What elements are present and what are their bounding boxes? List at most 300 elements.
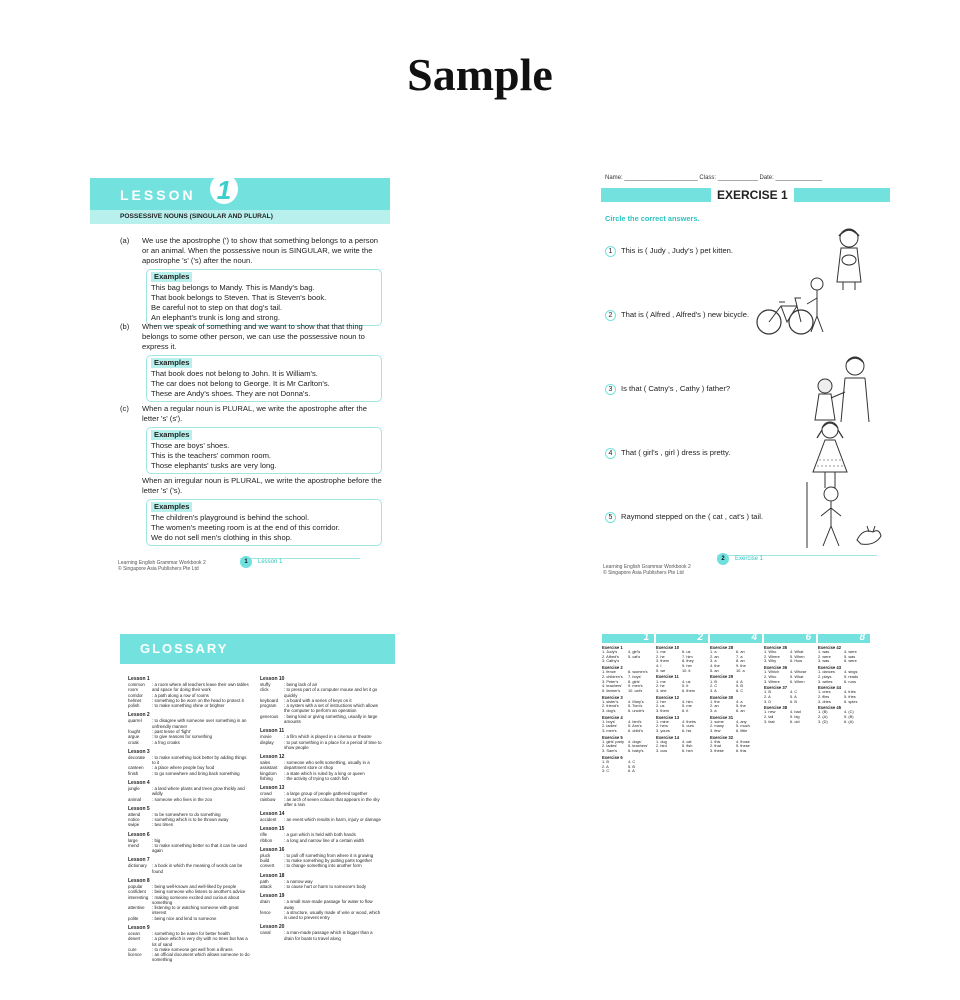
answer: 5. Ann's <box>628 723 642 729</box>
glossary-definition: : a gun which is held with both hands <box>284 832 356 838</box>
answer: 4. A <box>736 678 743 684</box>
answer: 6. A <box>628 768 635 774</box>
answer-row <box>656 669 708 674</box>
glossary-lesson-heading: Lesson 14 <box>260 811 285 818</box>
exercise-heading: Exercise 6 <box>602 754 623 760</box>
answer: 3. few <box>710 728 721 734</box>
glossary-definition: : to pull off something from where it is growing <box>284 852 374 858</box>
glossary-definition: : a board with a series of keys on it <box>284 697 352 703</box>
exercise-page <box>597 172 892 577</box>
lesson-bar <box>764 634 816 643</box>
answer: 6. C <box>736 687 744 693</box>
glossary-word: click <box>260 687 269 693</box>
section-text: When a regular noun is PLURAL, we write the apostrophe after the letter 's' (s'). <box>142 404 367 424</box>
exercise-heading: Exercise 4 <box>602 714 623 720</box>
examples-box <box>146 499 382 546</box>
answer: 3. dog's <box>602 707 616 713</box>
examples-box <box>146 427 382 474</box>
example-line: This is the teachers' common room. <box>151 451 272 461</box>
glossary-definition: : to change something into another form <box>284 863 362 869</box>
answer: 1. dog <box>656 738 667 744</box>
answer: 3. fast <box>764 718 775 724</box>
answers-column <box>818 632 870 724</box>
glossary-definition: : a place where people buy food <box>152 765 215 771</box>
glossary-definition: : a path along a row of rooms <box>152 692 209 698</box>
lesson-bar <box>710 634 762 643</box>
page-title: Sample <box>407 49 553 100</box>
answer: 2. us <box>656 703 665 709</box>
glossary-entry <box>128 797 250 802</box>
answer: 6. this <box>736 748 747 754</box>
exercise-heading: Exercise 3 <box>602 694 623 700</box>
answer: 5. was <box>844 653 856 659</box>
answer: 7. a <box>736 653 743 659</box>
answer: 1. B <box>710 678 717 684</box>
exercise-heading: Exercise 14 <box>656 734 680 740</box>
question-number: 3 <box>605 384 616 395</box>
glossary-lesson-heading: Lesson 2 <box>128 712 150 719</box>
glossary-definition: : to make someone get well from a illness <box>152 946 233 952</box>
answer: 6. child's <box>628 728 644 734</box>
answer: 4. him <box>682 698 693 704</box>
lesson-subtitle: POSSESSIVE NOUNS (SINGULAR AND PLURAL) <box>90 210 390 224</box>
answer-row <box>818 659 870 664</box>
glossary-definition: : big <box>152 837 161 843</box>
glossary-lesson-heading: Lesson 15 <box>260 826 285 833</box>
glossary-word: mend <box>128 842 139 848</box>
answer: 1. Who <box>764 649 777 655</box>
answer: 6. were <box>844 658 857 664</box>
answer: 3. Sam's <box>602 748 618 754</box>
answer: 2. he <box>656 653 665 659</box>
glossary-lesson-heading: Lesson 9 <box>128 925 150 931</box>
answer <box>628 659 654 664</box>
glossary-lesson-heading: Lesson 11 <box>260 728 285 735</box>
question <box>605 246 765 257</box>
answer-row <box>818 680 870 685</box>
answer-row <box>764 700 816 705</box>
example-line: This bag belongs to Mandy. This is Mandy's bag. <box>151 283 315 293</box>
examples-box <box>146 269 382 326</box>
answer: 10. it <box>682 667 691 673</box>
answer: 5. cat's <box>628 653 641 659</box>
glossary-definition: : a large group of people gathered together <box>284 791 368 797</box>
answer: 1. new <box>764 709 776 715</box>
glossary-definition: : to make something shine or brighter <box>152 703 225 709</box>
glossary-lesson-heading: Lesson 20 <box>260 924 285 931</box>
glossary-word: jungle <box>128 785 140 791</box>
exercise-heading: Exercise 44 <box>818 685 842 691</box>
answer: 3. she <box>656 687 667 693</box>
example-line: Those are boys' shoes. <box>151 441 230 451</box>
answer: 4. the <box>710 663 720 669</box>
answer: 3. D <box>764 698 772 704</box>
example-line: That book does not belong to John. It is William's. <box>151 369 318 379</box>
glossary-definition: : to put something in a place for a period of time to show people <box>284 739 382 750</box>
lesson-label: LESSON <box>120 187 196 203</box>
answer: 4. cat <box>682 738 692 744</box>
answer: 2. A <box>764 693 771 699</box>
lesson-number: 2 <box>697 632 703 643</box>
answer: 9. men's <box>628 683 643 689</box>
glossary-definition: : being lack of air <box>284 682 318 687</box>
answer: 1. Which <box>764 669 780 675</box>
answer: 1. me <box>656 678 666 684</box>
glossary-definition: : to make something better so that it can be used again <box>152 842 247 854</box>
glossary-lesson-heading: Lesson 3 <box>128 748 150 755</box>
answer-row <box>710 669 762 674</box>
answer: 6. women's <box>628 669 648 675</box>
answer-row <box>764 659 816 664</box>
answer: 5. reads <box>844 673 859 679</box>
glossary-entry <box>128 703 250 708</box>
glossary-entry <box>260 703 382 714</box>
answer: 1. B <box>764 689 771 695</box>
answer: 5. we <box>656 667 666 673</box>
glossary-entry <box>260 760 382 771</box>
glossary-entry <box>260 863 382 868</box>
glossary-definition: : a man-made passage which is bigger than a drain for boats to travel along <box>284 930 373 941</box>
glossary-definition: : a state which is ruled by a king or queen <box>284 770 365 776</box>
answer: 5. it <box>682 683 689 689</box>
examples-label: Examples <box>151 430 192 440</box>
answer: 3. was <box>818 658 830 664</box>
examples-label: Examples <box>151 272 192 282</box>
answer: 2. he <box>656 683 665 689</box>
exercise-heading: Exercise 42 <box>818 645 842 650</box>
answer: 1. girls' party <box>602 738 624 744</box>
answer: 5. big <box>790 714 800 719</box>
answer-row <box>602 729 654 734</box>
glossary-definition: : a long and narrow line of a certain width <box>284 837 365 843</box>
answer: 5. What <box>790 673 804 679</box>
glossary-definition: : to cause hurt or harm to someone's body <box>284 884 367 890</box>
answers-column <box>602 632 654 774</box>
exercise-heading: Exercise 10 <box>656 645 680 650</box>
glossary-entry <box>128 863 250 874</box>
glossary-entry <box>128 786 250 797</box>
answer: 6. little <box>736 728 748 734</box>
example-line: An elephant's trunk is long and strong. <box>151 313 280 323</box>
answer: 1. some <box>710 718 724 724</box>
page-label: Exercise 1 <box>735 556 764 562</box>
answer-row <box>656 749 708 754</box>
exercise-heading: Exercise 32 <box>710 734 734 740</box>
answer: 4. What <box>790 649 804 655</box>
glossary-word: canteen <box>128 765 144 771</box>
answer: 2. tall <box>764 714 774 719</box>
glossary-column-left <box>128 672 250 963</box>
answer: 2. an <box>710 703 719 709</box>
glossary-header-band <box>120 634 395 664</box>
glossary-definition: : a land where plants and trees grow thickly and wildly <box>152 785 245 797</box>
glossary-entry <box>260 817 382 822</box>
glossary-definition: : being someone who listens to another's advice <box>152 889 246 895</box>
glossary-definition: : a small man-made passage for water to flow away <box>284 899 373 910</box>
glossary-lesson-heading: Lesson 4 <box>128 779 150 786</box>
answer: 1. mine <box>656 718 669 724</box>
question-number: 4 <box>605 448 616 459</box>
answer: 4. tries <box>844 689 856 695</box>
answer: 4. those <box>736 738 750 744</box>
answer-row <box>656 709 708 714</box>
glossary-word: interesting <box>128 894 149 900</box>
glossary-word: attack <box>260 884 272 890</box>
answer: 3. C <box>602 768 610 774</box>
exercise-title: EXERCISE 1 <box>711 186 794 204</box>
glossary-entry <box>128 740 250 745</box>
answer: 6. B <box>790 698 797 704</box>
exercise-heading: Exercise 36 <box>764 665 788 671</box>
page-number: 2 <box>717 553 729 565</box>
answer-row <box>602 749 654 754</box>
answer: 9. the <box>736 663 746 669</box>
boy-and-cat-illustration <box>803 482 887 552</box>
glossary-definition: : being well-known and well-liked by people <box>152 884 237 890</box>
lesson-bar <box>602 634 654 643</box>
example-line: That book belongs to Steven. That is Steven's book. <box>151 293 327 303</box>
glossary-definition: : to make something by putting parts together <box>284 858 373 864</box>
lesson-number: 8 <box>859 632 865 643</box>
glossary-definition: : listening to or watching someone with great interest <box>152 905 239 916</box>
answer: 4. any <box>736 718 747 724</box>
answers-column <box>764 632 816 724</box>
question-text: Is that ( Catny's , Cathy ) father? <box>621 384 731 393</box>
glossary-word: attend <box>128 811 141 817</box>
answer: 5. ours <box>682 723 694 729</box>
glossary-word: corridor <box>128 692 143 698</box>
answer: 2. hers <box>656 723 668 729</box>
exercise-heading: Exercise 28 <box>710 645 734 650</box>
answer: 2. bird <box>656 743 667 749</box>
answer: 3. these <box>710 748 724 754</box>
glossary-word: popular <box>128 884 143 890</box>
example-line: Those elephants' tusks are very long. <box>151 461 277 471</box>
answer: 2. many <box>710 723 724 729</box>
exercise-heading: Exercise 43 <box>818 665 842 671</box>
question-number: 5 <box>605 512 616 523</box>
glossary-definition: : a structure, usually made of wire or wood, which is used to prevent entry <box>284 909 381 921</box>
glossary-word: keyboard <box>260 697 279 703</box>
glossary-definition: : an arch of seven colours that appears in the sky after a rain <box>284 796 380 807</box>
lesson-section <box>120 404 382 474</box>
answer: 3. cow <box>656 748 668 754</box>
answer: 8. an <box>736 658 745 664</box>
answer: 2. that <box>710 743 721 749</box>
answer: 4. teachers' <box>602 683 622 689</box>
glossary-word: stuffy <box>260 682 271 687</box>
glossary-definition: : a frog croaks <box>152 739 180 745</box>
glossary-entry <box>260 797 382 808</box>
glossary-word: sales assistant <box>260 760 278 771</box>
example-line: We do not sell men's clothing in this shop. <box>151 533 293 543</box>
answer: 5. A <box>790 693 797 699</box>
answer: 1. boys' <box>602 718 616 724</box>
glossary-entry <box>128 936 250 947</box>
question <box>605 310 765 321</box>
answer: 4. Mary's <box>628 698 644 704</box>
lesson-number: 1 <box>643 632 649 643</box>
answer: 2. Who <box>764 673 777 679</box>
glossary-word: finish <box>128 770 139 776</box>
section-tag: (b) <box>120 322 130 331</box>
glossary-word: rifle <box>260 832 268 838</box>
answer-row <box>602 689 654 694</box>
exercise-heading: Exercise 1 <box>602 645 623 650</box>
answer: 6. hen <box>682 748 693 754</box>
glossary-definition: : something which is to be thrown away <box>152 817 229 823</box>
answer: 4. bird's <box>628 718 642 724</box>
glossary-definition: : a film which is played in a cinema or theatre <box>284 734 372 740</box>
answer: 4. girl's <box>628 649 641 655</box>
answer: 5. fries <box>844 693 856 699</box>
question <box>605 384 765 395</box>
glossary-word: croak <box>128 739 139 745</box>
answer-row <box>656 729 708 734</box>
glossary-definition: : to give reasons for something <box>152 734 213 740</box>
question-text: That is ( Alfred , Alfred's ) new bicycle. <box>621 310 750 319</box>
glossary-word: pluck <box>260 852 271 858</box>
glossary-definition: : to press part of a computer mouse and let it go quickly <box>284 687 378 698</box>
answer: 2. plays <box>818 673 832 679</box>
answer: 6. us <box>682 649 691 655</box>
glossary-lesson-heading: Lesson 10 <box>260 676 285 682</box>
answer: 10. cat's <box>628 687 643 693</box>
glossary-word: ocean <box>128 931 140 936</box>
answer: 6. uncle's <box>628 707 645 713</box>
answers-page <box>602 632 872 997</box>
glossary-entry <box>260 910 382 921</box>
answer: 2. A <box>602 763 609 769</box>
section-text: When we speak of something and we want to show that that thing belongs to some other person, we can use the possessive noun to express it. <box>142 322 365 352</box>
page-number: 1 <box>240 556 252 568</box>
glossary-entry <box>260 838 382 843</box>
answer: 5. When <box>790 653 805 659</box>
glossary-entry <box>128 952 250 963</box>
question-number: 2 <box>605 310 616 321</box>
glossary-word: accident <box>260 817 277 823</box>
answer: 6. an <box>736 707 745 713</box>
glossary-entry <box>260 899 382 910</box>
answer: 3. writes <box>818 678 833 684</box>
glossary-entry <box>128 718 250 729</box>
glossary-entry <box>260 884 382 889</box>
answer-row <box>818 720 870 725</box>
glossary-definition: : an event which results in harm, injury or damage <box>284 817 381 823</box>
answer: 3. A <box>710 687 717 693</box>
glossary-entry <box>260 740 382 751</box>
lesson-number: 1 <box>208 178 240 206</box>
lesson-header-band <box>90 178 390 210</box>
answer: 8. girls' <box>628 678 641 684</box>
answer: 1. was <box>818 649 830 655</box>
glossary-entry <box>128 895 250 906</box>
glossary-definition: : two times <box>152 822 173 828</box>
example-line: The women's meeting room is at the end of this corridor. <box>151 523 340 533</box>
answer: 2. ladies' <box>602 743 618 749</box>
glossary-definition: : a place which is very dry with no trees but has a lot of sand <box>152 936 248 947</box>
lesson-number: 6 <box>805 632 811 643</box>
answer: 1. me <box>656 649 666 655</box>
exercise-heading: Exercise 5 <box>602 734 623 740</box>
glossary-word: canal <box>260 930 271 936</box>
section-tag: (a) <box>120 236 130 245</box>
question-number: 1 <box>605 246 616 257</box>
answer-row <box>818 700 870 705</box>
girl-with-kitten-illustration <box>825 224 875 292</box>
glossary-entry <box>260 687 382 698</box>
answer: 4. theirs <box>682 718 696 724</box>
answer: 3. Why <box>764 658 777 664</box>
glossary-word: licence <box>128 952 142 958</box>
answer: 6. runs <box>844 678 856 684</box>
glossary-page <box>120 634 395 994</box>
glossary-word: program <box>260 703 277 709</box>
answer-row <box>602 659 654 664</box>
glossary-definition: : someone who lives in the zoo <box>152 796 213 802</box>
answer: 3. men's <box>602 728 617 734</box>
answer: 6. (A) <box>844 718 854 724</box>
glossary-word: decorate <box>128 754 146 760</box>
glossary-definition: : being nice and kind to someone <box>152 915 217 921</box>
exercise-heading: Exercise 35 <box>764 645 788 650</box>
lesson-section <box>120 322 382 402</box>
answer: 1. cries <box>818 689 831 695</box>
answer: 5. an <box>710 667 719 673</box>
glossary-lesson-heading: Lesson 13 <box>260 785 285 792</box>
glossary-word: confident <box>128 889 146 895</box>
examples-label: Examples <box>151 358 192 368</box>
glossary-entry <box>260 776 382 781</box>
answer: 3. yours <box>656 728 670 734</box>
answer: 6. an <box>736 649 745 655</box>
glossary-definition: : to be somewhere to do something <box>152 811 221 817</box>
glossary-definition: : a room where all teachers leave their own tables and space for doing their work <box>152 682 249 693</box>
exercise-instruction: Circle the correct answers. <box>605 214 700 223</box>
lesson-page-number-bar <box>240 558 360 570</box>
glossary-definition: : the activity of trying to catch fish <box>284 775 349 781</box>
answer: 3. them <box>656 707 669 713</box>
answer: 5. Tom's <box>628 703 643 709</box>
exercise-heading: Exercise 12 <box>656 694 680 700</box>
glossary-lesson-heading: Lesson 5 <box>128 805 150 812</box>
answer: 8. they <box>682 658 694 664</box>
lesson-footer: Learning English Grammar Workbook 2 © Singapore Asia Publishers Pte Ltd <box>118 560 206 572</box>
answer: 5. fish <box>682 743 693 749</box>
answer: 2. Alfred's <box>602 653 619 659</box>
question-text: That ( girl's , girl ) dress is pretty. <box>621 448 731 457</box>
glossary-word: polish <box>128 703 140 709</box>
glossary-definition: : to go somewhere and bring back something <box>152 770 240 776</box>
answer: 1. this <box>710 738 721 744</box>
glossary-word: crowd <box>260 791 272 797</box>
answer: 1. Judy's <box>602 649 618 655</box>
answer: 2. were <box>818 653 831 659</box>
example-line: These are Andy's shoes. They are not Donna's. <box>151 389 311 399</box>
exercise-title-band <box>601 188 890 202</box>
answer: 1. sister's <box>602 698 619 704</box>
exercise-heading: Exercise 11 <box>656 674 679 680</box>
glossary-entry <box>128 682 250 693</box>
glossary-definition: : making someone excited and curious about something <box>152 894 240 905</box>
glossary-definition: : past tense of 'fight' <box>152 728 191 734</box>
glossary-entry <box>128 822 250 827</box>
answer: 5. much <box>736 723 750 729</box>
glossary-word: polite <box>128 915 139 921</box>
exercise-heading: Exercise 37 <box>764 685 788 691</box>
glossary-word: animal <box>128 796 141 802</box>
answer: 7. him <box>682 653 693 659</box>
